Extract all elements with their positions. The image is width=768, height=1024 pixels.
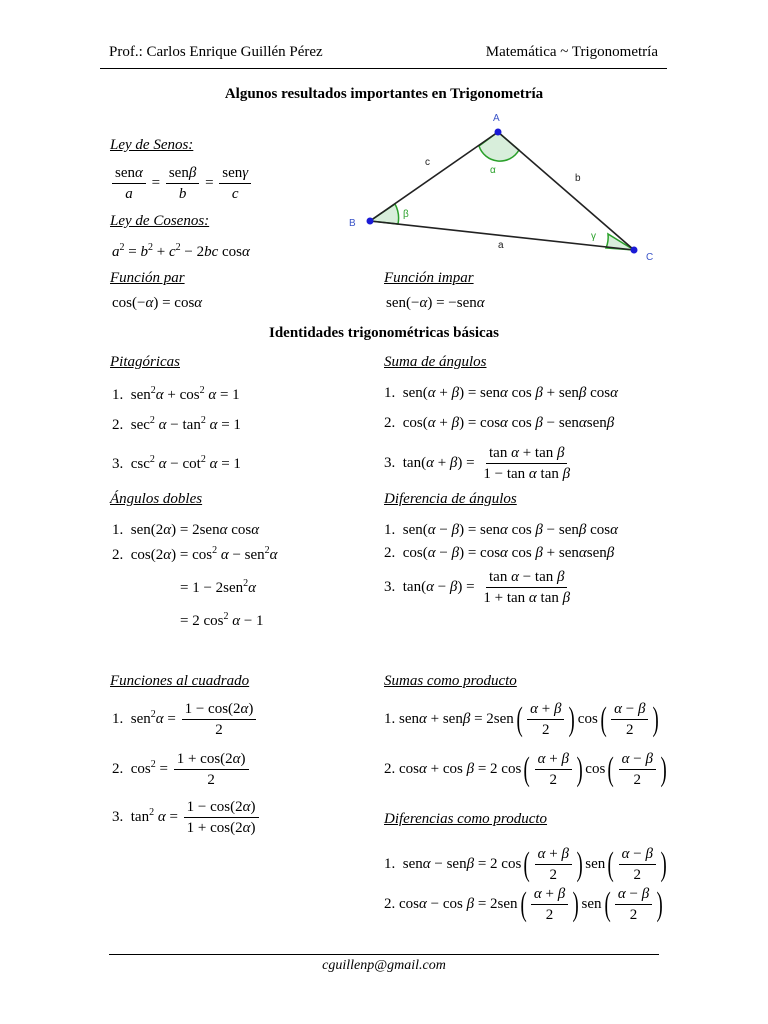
formula-diferencia-2: 2. cos(α − β) = cosα cos β + senαsenβ (384, 545, 615, 561)
formula-cuadrado-3: 3. $\tan^2 \alpha$ = $\frac{1 - \cos(2\alpha)}{1 + \cos(2\alpha)}$ (112, 798, 261, 837)
formula-doble-2b: = 1 − 2sen$^2$α (180, 578, 257, 596)
vertex-b-point (367, 218, 374, 225)
formula-pitagorica-3: 3. $\csc^2 \alpha - \cot^2 \alpha = 1$ (112, 454, 241, 472)
formula-ley-cosenos: $a^2 = b^2 + c^2 - 2bc$ cosα (112, 242, 250, 260)
label-beta: β (403, 209, 409, 220)
formula-suma-producto-2: 2. cosα + cos β = 2 cos( $\frac{\alpha + \beta}{2}$ ) cos( $\frac{\alpha - \beta}{2}$ ) (384, 750, 667, 788)
formula-suma-2: 2. cos(α + β) = cosα cos β − senαsenβ (384, 415, 615, 431)
section-ley-cosenos: Ley de Cosenos: (110, 213, 210, 229)
header-author: Prof.: Carlos Enrique Guillén Pérez (109, 44, 323, 60)
formula-cuadrado-1: 1. sen$^2$α = $\frac{1 - \cos(2\alpha)}{2}$ (112, 700, 258, 739)
formula-suma-1: 1. sen(α + β) = senα cos β + senβ cosα (384, 385, 618, 401)
formula-diferencia-1: 1. sen(α − β) = senα cos β − senβ cosα (384, 522, 618, 538)
header-subject: Matemática ~ Trigonometría (485, 44, 658, 60)
section-diferencia-angulos: Diferencia de ángulos (384, 491, 517, 507)
formula-doble-2c: = 2 $\cos^2 \alpha - 1$ (180, 611, 264, 629)
formula-ley-senos: $\frac{\text{senα}}{a}$ = $\frac{\text{senβ}}{b}$ = $\frac{\text{senγ}}{c}$ (110, 164, 253, 203)
section-angulos-dobles: Ángulos dobles (110, 491, 203, 507)
label-side-b: b (575, 173, 581, 184)
formula-pitagorica-2: 2. $\sec^2 \alpha - \tan^2 \alpha = 1$ (112, 415, 241, 433)
label-side-a: a (498, 240, 504, 251)
formula-doble-1: 1. sen(2α) = 2senα cosα (112, 522, 260, 538)
footer-rule (109, 954, 659, 955)
formula-funcion-impar: sen(−α) = −senα (386, 295, 485, 311)
formula-diferencia-3: 3. tan(α − β) = $\frac{\text{tan α − tan β}}{\text{1 + tan α tan β}}$ (384, 569, 571, 606)
section-identidades: Identidades trigonométricas básicas (269, 325, 499, 341)
formula-funcion-par: cos(−α) = cosα (112, 295, 203, 311)
formula-doble-2: 2. $\cos(2\alpha) = \cos^2 \alpha - sen^2\alpha$ (112, 545, 278, 563)
page-title: Algunos resultados importantes en Trigonometría (224, 86, 544, 102)
section-funcion-par: Función par (110, 270, 185, 286)
section-funciones-cuadrado: Funciones al cuadrado (110, 673, 250, 689)
section-ley-senos: Ley de Senos: (110, 137, 194, 153)
formula-cuadrado-2: 2. $\cos^2$ = $\frac{1 + \cos(2\alpha)}{2}$ (112, 750, 251, 789)
label-vertex-a: A (493, 113, 500, 124)
vertex-a-point (495, 129, 502, 136)
section-funcion-impar: Función impar (384, 270, 474, 286)
formula-suma-3: 3. tan(α + β) = $\frac{\text{tan α + tan β}}{\text{1 − tan α tan β}}$ (384, 445, 571, 482)
label-alpha: α (490, 165, 496, 176)
label-gamma: γ (591, 231, 596, 242)
formula-dif-producto-1: 1. senα − senβ = 2 cos( $\frac{\alpha + \beta}{2}$ ) sen( $\frac{\alpha - \beta}{2}$ ) (384, 845, 667, 883)
section-pitagoricas: Pitagóricas (110, 354, 180, 370)
label-vertex-c: C (646, 252, 654, 263)
section-sumas-producto: Sumas como producto (384, 673, 517, 689)
section-diferencias-producto: Diferencias como producto (384, 811, 548, 827)
label-side-c: c (425, 157, 430, 168)
section-suma-angulos: Suma de ángulos (384, 354, 487, 370)
triangle-diagram (340, 108, 670, 266)
angle-alpha-arc (479, 132, 519, 161)
formula-pitagorica-1: 1. $sen^2\alpha + \cos^2 \alpha = 1$ (112, 385, 240, 403)
header-rule (100, 68, 667, 69)
label-vertex-b: B (349, 218, 356, 229)
formula-suma-producto-1: 1. senα + senβ = 2sen( $\frac{\alpha + \beta}{2}$ ) cos( $\frac{\alpha - \beta}{2}$ ) (384, 700, 660, 738)
footer-email: cguillenp@gmail.com (322, 958, 446, 973)
formula-dif-producto-2: 2. cosα − cos β = 2sen( $\frac{\alpha + \beta}{2}$ ) sen( $\frac{\alpha - \beta}{2}$ ) (384, 885, 663, 923)
vertex-c-point (631, 247, 638, 254)
